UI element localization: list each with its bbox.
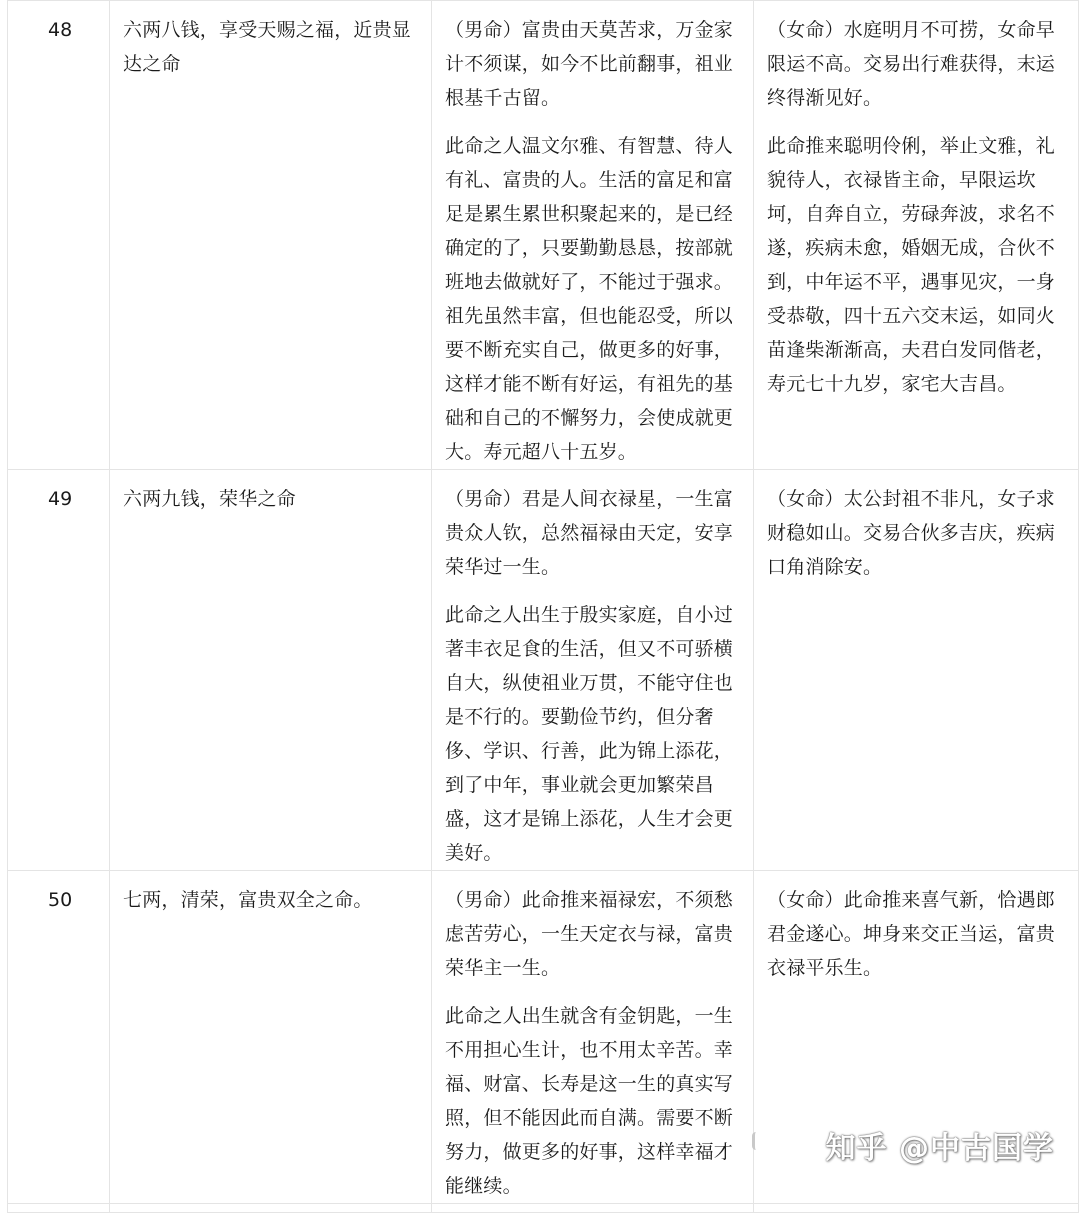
weight-cell — [110, 871, 432, 1204]
row-number: 49 — [48, 488, 73, 510]
male-explanation: 此命之人出生就含有金钥匙，一生不用担心生计，也不用太辛苦。幸福、财富、长寿是这一生的真实写照，但不能因此而自满。需要不断努力，做更多的好事，这样幸福才能继续。 — [445, 1005, 734, 1197]
weight-text: 六两九钱，荣华之命 — [123, 488, 296, 510]
watermark-text: 知乎 @中古国学 — [825, 1131, 1054, 1166]
male-verse: （男命）君是人间衣禄星，一生富贵众人钦，总然福禄由天定，安享荣华过一生。 — [445, 488, 734, 578]
male-verse: （男命）此命推来福禄宏，不须愁虑苦劳心，一生天定衣与禄，富贵荣华主一生。 — [445, 889, 734, 979]
male-explanation: 此命之人出生于殷实家庭，自小过著丰衣足食的生活，但又不可骄横自大，纵使祖业万贯，不能守住也是不行的。要勤俭节约，但分奢侈、学识、行善，此为锦上添花，到了中年，事业就会更加繁荣昌盛，这才是锦上添花，人生才会更美好。 — [445, 604, 734, 864]
male-fortune-cell — [432, 1, 754, 470]
row-number-cell — [8, 871, 110, 1204]
empty-cell — [754, 1204, 1079, 1213]
female-fortune-cell — [754, 470, 1079, 871]
weight-cell — [110, 470, 432, 871]
row-number: 48 — [48, 19, 73, 41]
table-row — [8, 470, 1079, 871]
row-number: 50 — [48, 889, 73, 911]
table-row-partial — [8, 1204, 1079, 1213]
table-row — [8, 1, 1079, 470]
male-fortune-cell — [432, 470, 754, 871]
female-fortune-cell — [754, 1, 1079, 470]
empty-cell — [432, 1204, 754, 1213]
watermark — [826, 1123, 1054, 1167]
male-explanation: 此命之人温文尔雅、有智慧、待人有礼、富贵的人。生活的富足和富足是累生累世积聚起来的，是已经确定的了，只要勤勤恳恳，按部就班地去做就好了，不能过于强求。祖先虽然丰富，但也能忍受，所以要不断充实自己，做更多的好事，这样才能不断有好运，有祖先的基础和自己的不懈努力，会使成就更大。寿元超八十五岁。 — [445, 135, 734, 463]
female-explanation: 此命推来聪明伶俐，举止文雅，礼貌待人，衣禄皆主命，早限运坎坷，自奔自立，劳碌奔波，求名不遂，疾病未愈，婚姻无成，合伙不到，中年运不平，遇事见灾，一身受恭敬，四十五六交末运，如同火苗逢柴渐渐高，夫君白发同偕老，寿元七十九岁，家宅大吉昌。 — [767, 135, 1056, 395]
weight-text: 六两八钱，享受天赐之福，近贵显达之命 — [123, 19, 412, 75]
weight-text: 七两，清荣，富贵双全之命。 — [123, 889, 373, 911]
watermark-mark-icon — [752, 1132, 763, 1150]
female-verse: （女命）此命推来喜气新，恰遇郎君金遂心。坤身来交正当运，富贵衣禄平乐生。 — [767, 889, 1056, 979]
female-verse: （女命）太公封祖不非凡，女子求财稳如山。交易合伙多吉庆，疾病口角消除安。 — [767, 488, 1056, 578]
female-verse: （女命）水庭明月不可捞，女命早限运不高。交易出行难获得，末运终得渐见好。 — [767, 19, 1056, 109]
male-verse: （男命）富贵由天莫苦求，万金家计不须谋，如今不比前翻事，祖业根基千古留。 — [445, 19, 734, 109]
empty-cell — [8, 1204, 110, 1213]
row-number-cell — [8, 1, 110, 470]
fortune-table — [7, 0, 1079, 1213]
weight-cell — [110, 1, 432, 470]
empty-cell — [110, 1204, 432, 1213]
male-fortune-cell — [432, 871, 754, 1204]
row-number-cell — [8, 470, 110, 871]
